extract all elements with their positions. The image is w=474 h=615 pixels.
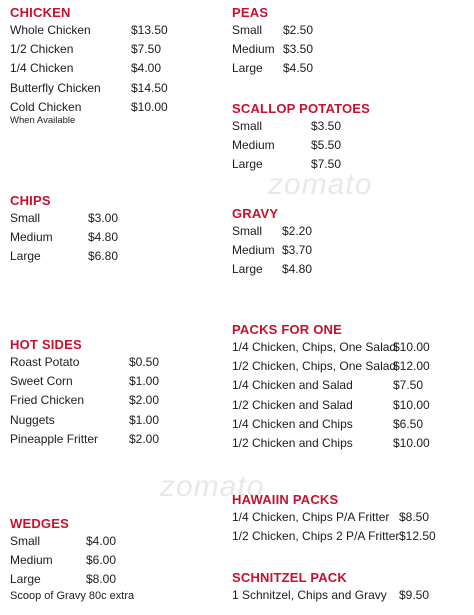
item-name: Roast Potato <box>10 355 80 369</box>
item-name: 1/4 Chicken and Chips <box>232 416 353 431</box>
item-name: Small <box>232 23 263 37</box>
menu-item <box>232 527 472 546</box>
item-name: Pineapple Fritter <box>10 431 99 446</box>
section-title: CHIPS <box>10 193 51 208</box>
item-list <box>232 21 432 79</box>
item-name: Large <box>232 61 263 76</box>
item-price: $13.50 <box>131 23 168 37</box>
watermark-bottom: zomato <box>160 470 265 503</box>
item-list <box>10 532 210 590</box>
menu-item <box>10 353 210 372</box>
menu-item <box>10 430 210 449</box>
menu-item <box>232 59 432 78</box>
menu-item <box>10 532 210 551</box>
watermark-top: zomato <box>268 168 373 201</box>
item-name: Sweet Corn <box>10 374 73 389</box>
item-list <box>10 21 210 117</box>
item-price: $10.00 <box>393 435 430 450</box>
item-name: Small <box>232 119 263 133</box>
menu-item <box>232 376 472 395</box>
menu-item <box>232 260 432 279</box>
availability-note: When Available <box>10 114 76 126</box>
item-price: $2.00 <box>129 393 160 408</box>
item-price: $8.50 <box>399 510 430 524</box>
item-price: $2.50 <box>283 23 314 37</box>
item-price: $5.50 <box>311 138 342 153</box>
item-list <box>10 209 210 267</box>
item-price: $4.00 <box>86 534 117 548</box>
item-price: $8.00 <box>86 572 117 587</box>
section-title: WEDGES <box>10 516 69 531</box>
item-name: 1/2 Chicken, Chips, One Salad <box>232 359 397 374</box>
item-list <box>232 117 472 175</box>
menu-item <box>10 551 210 570</box>
item-price: $0.50 <box>129 355 160 369</box>
item-name: Medium <box>232 243 275 258</box>
chicken-section <box>10 5 210 127</box>
item-price: $7.50 <box>311 157 342 172</box>
item-list <box>232 222 432 280</box>
item-price: $3.70 <box>282 243 313 258</box>
menu-item <box>232 155 472 174</box>
item-price: $7.50 <box>393 378 424 393</box>
menu-item <box>232 415 472 434</box>
gravy-extra-note: Scoop of Gravy 80c extra <box>10 589 135 602</box>
menu-item <box>10 209 210 228</box>
menu-item <box>232 136 472 155</box>
item-price: $12.50 <box>399 529 436 544</box>
item-name: Small <box>232 224 263 238</box>
item-name: Medium <box>232 42 275 57</box>
item-price: $14.50 <box>131 80 168 95</box>
menu-item <box>232 508 472 527</box>
menu-item <box>232 40 432 59</box>
menu-item <box>232 21 432 40</box>
item-name: Large <box>232 262 263 277</box>
item-price: $3.50 <box>283 42 314 57</box>
item-price: $4.80 <box>282 262 313 277</box>
menu-item <box>10 372 210 391</box>
item-list <box>232 338 472 453</box>
item-name: 1/2 Chicken, Chips 2 P/A Fritter <box>232 529 400 544</box>
item-name: Medium <box>232 138 275 153</box>
peas-section <box>232 5 432 79</box>
hot-sides-section <box>10 337 210 449</box>
section-title: PACKS FOR ONE <box>232 322 342 337</box>
item-price: $4.00 <box>131 61 162 76</box>
section-title: SCALLOP POTATOES <box>232 101 371 116</box>
section-title: PEAS <box>232 5 269 20</box>
schnitzel-pack-section <box>232 570 472 605</box>
item-name: 1/4 Chicken, Chips P/A Fritter <box>232 510 390 524</box>
item-name: Cold Chicken <box>10 99 82 114</box>
item-name: Large <box>10 572 41 587</box>
scallop-potatoes-section <box>232 101 472 175</box>
item-price: $6.80 <box>88 249 119 264</box>
section-title: HAWAIIN PACKS <box>232 492 339 507</box>
item-price: $3.50 <box>311 119 342 133</box>
item-name: Medium <box>10 230 53 245</box>
chips-section <box>10 193 210 267</box>
item-list <box>10 353 210 449</box>
menu-item <box>10 411 210 430</box>
item-price: $3.00 <box>88 211 119 225</box>
menu-item <box>232 434 472 453</box>
item-price: $4.50 <box>283 61 314 76</box>
item-name: Fried Chicken <box>10 393 85 408</box>
menu-item <box>232 241 432 260</box>
gravy-section <box>232 206 432 280</box>
item-price: $2.00 <box>129 431 160 446</box>
packs-for-one-section <box>232 322 472 453</box>
menu-item <box>232 117 472 136</box>
item-name: 1 Schnitzel, Chips and Gravy <box>232 588 387 602</box>
section-title: CHICKEN <box>10 5 71 20</box>
item-name: 1/4 Chicken and Salad <box>232 378 353 393</box>
item-price: $12.00 <box>393 359 430 374</box>
item-name: 1/4 Chicken, Chips, One Salad <box>232 340 397 354</box>
section-title: GRAVY <box>232 206 279 221</box>
menu-item <box>232 338 472 357</box>
item-price: $10.00 <box>393 340 430 354</box>
item-name: Whole Chicken <box>10 23 91 37</box>
item-name: 1/2 Chicken <box>10 42 74 57</box>
item-name: Butterfly Chicken <box>10 80 101 95</box>
menu-item <box>10 79 210 98</box>
item-name: Small <box>10 534 41 548</box>
item-name: 1/2 Chicken and Chips <box>232 435 353 450</box>
menu-item <box>10 391 210 410</box>
item-name: 1/4 Chicken <box>10 61 74 76</box>
item-name: 1/2 Chicken and Salad <box>232 397 353 412</box>
item-price: $1.00 <box>129 374 160 389</box>
item-name: Large <box>10 249 41 264</box>
item-price: $1.00 <box>129 412 160 427</box>
item-list <box>232 508 472 546</box>
menu-item <box>10 228 210 247</box>
menu-item <box>10 98 210 117</box>
item-name: Nuggets <box>10 412 55 427</box>
item-price: $10.00 <box>393 397 430 412</box>
item-name: Large <box>232 157 263 172</box>
item-name: Small <box>10 211 41 225</box>
menu-item <box>10 247 210 266</box>
item-price: $6.50 <box>393 416 424 431</box>
menu-item <box>232 357 472 376</box>
item-name: Medium <box>10 553 53 568</box>
item-price: $6.00 <box>86 553 117 568</box>
menu-item <box>10 570 210 589</box>
menu-item <box>10 40 210 59</box>
item-price: $10.00 <box>131 99 168 114</box>
menu-item <box>232 586 472 605</box>
menu-item <box>232 396 472 415</box>
section-title: SCHNITZEL PACK <box>232 570 347 585</box>
menu-item <box>232 222 432 241</box>
section-title: HOT SIDES <box>10 337 82 352</box>
item-price: $2.20 <box>282 224 313 238</box>
menu-item <box>10 21 210 40</box>
item-price: $9.50 <box>399 588 430 602</box>
item-list <box>232 586 472 605</box>
wedges-section <box>10 516 210 602</box>
item-price: $4.80 <box>88 230 119 245</box>
hawaiin-packs-section <box>232 492 472 546</box>
menu-item <box>10 59 210 78</box>
item-price: $7.50 <box>131 42 162 57</box>
